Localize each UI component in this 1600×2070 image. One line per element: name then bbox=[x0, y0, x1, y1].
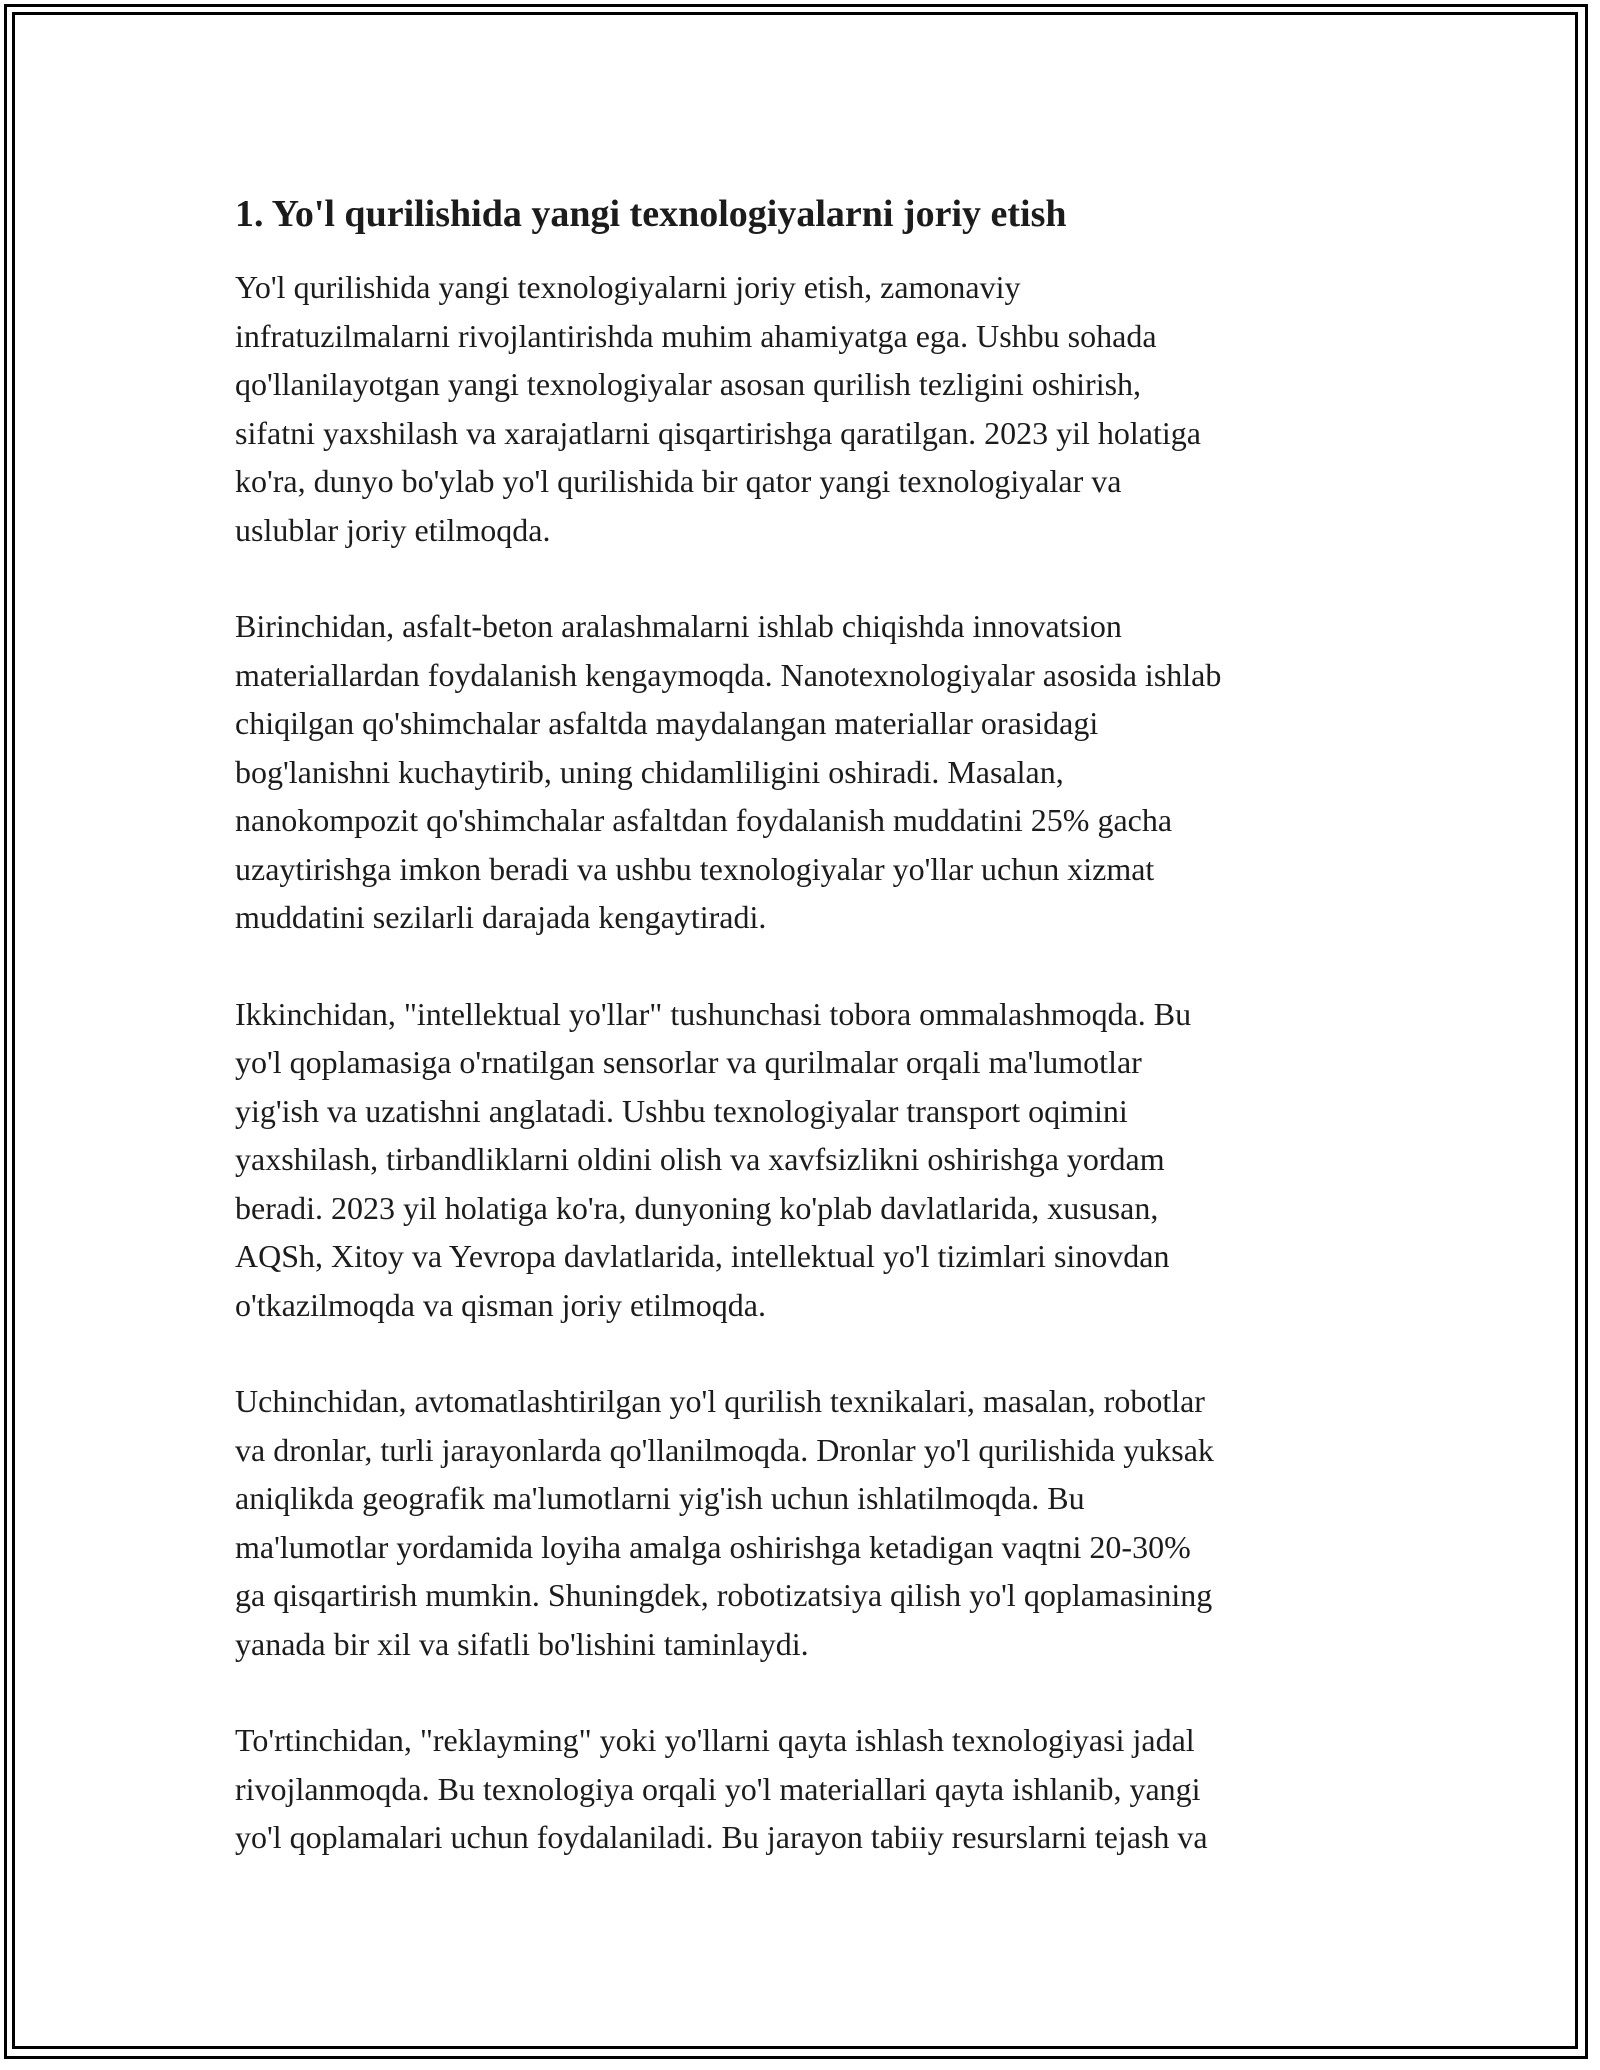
paragraph-first: Birinchidan, asfalt-beton aralashmalarni ishlab chiqishda innovatsion materiallardan foydalanish kengaymoqda. Nanotexnologiyalar asosida ishlab chiqilgan qo'shimchalar asfaltda maydalangan materiallar orasidagi bog'lanishni kuchaytirib, uning chidamliligini oshiradi. Masalan, nanokompozit qo'shimchalar asfaltdan foydalanish muddatini 25% gacha uzaytirishga imkon beradi va ushbu texnologiyalar yo'llar uchun xizmat muddatini sezilarli darajada kengaytiradi. bbox=[235, 608, 1222, 935]
section-heading: 1. Yo'l qurilishida yangi texnologiyalarni joriy etish bbox=[235, 193, 1067, 235]
document-body bbox=[235, 187, 1375, 1910]
paragraph-fourth: To'rtinchidan, "reklayming" yoki yo'llarni qayta ishlash texnologiyasi jadal rivojlanmoqda. Bu texnologiya orqali yo'l materiallari qayta ishlanib, yangi yo'l qoplamalari uchun foydalaniladi. Bu jarayon tabiiy resurslarni tejash va bbox=[235, 1722, 1208, 1855]
paragraph-third: Uchinchidan, avtomatlashtirilgan yo'l qurilish texnikalari, masalan, robotlar va dronlar, turli jarayonlarda qo'llanilmoqda. Dronlar yo'l qurilishida yuksak aniqlikda geografik ma'lumotlarni yig'ish uchun ishlatilmoqda. Bu ma'lumotlar yordamida loyiha amalga oshirishga ketadigan vaqtni 20-30% ga qisqartirish mumkin. Shuningdek, robotizatsiya qilish yo'l qoplamasining yanada bir xil va sifatli bo'lishini taminlaydi. bbox=[235, 1383, 1214, 1662]
paragraph-intro: Yo'l qurilishida yangi texnologiyalarni joriy etish, zamonaviy infratuzilmalarni rivojlantirishda muhim ahamiyatga ega. Ushbu sohada qo'llanilayotgan yangi texnologiyalar asosan qurilish tezligini oshirish, sifatni yaxshilash va xarajatlarni qisqartirishga qaratilgan. 2023 yil holatiga ko'ra, dunyo bo'ylab yo'l qurilishida bir qator yangi texnologiyalar va uslublar joriy etilmoqda. bbox=[235, 269, 1201, 548]
paragraph-second: Ikkinchidan, "intellektual yo'llar" tushunchasi tobora ommalashmoqda. Bu yo'l qoplamasiga o'rnatilgan sensorlar va qurilmalar orqali ma'lumotlar yig'ish va uzatishni anglatadi. Ushbu texnologiyalar transport oqimini yaxshilash, tirbandliklarni oldini olish va xavfsizlikni oshirishga yordam beradi. 2023 yil holatiga ko'ra, dunyoning ko'plab davlatlarida, xususan, AQSh, Xitoy va Yevropa davlatlarida, intellektual yo'l tizimlari sinovdan o'tkazilmoqda va qisman joriy etilmoqda. bbox=[235, 995, 1192, 1323]
